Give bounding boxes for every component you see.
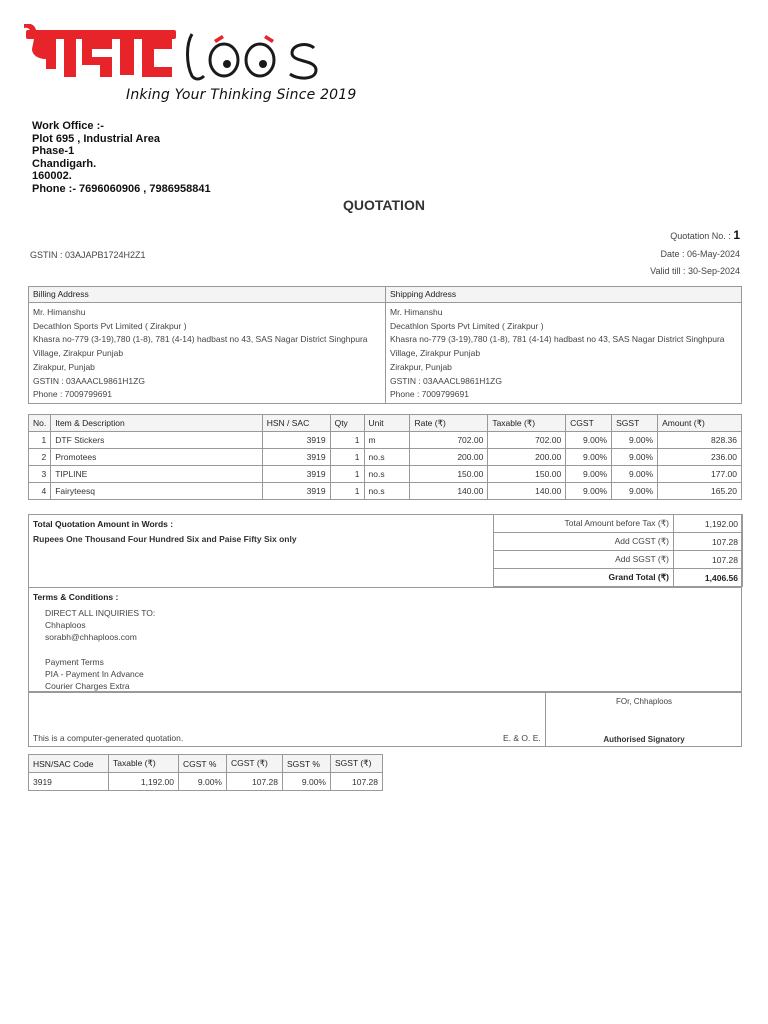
table-row <box>29 432 742 449</box>
shipping-line: Village, Zirakpur Punjab <box>390 348 481 359</box>
table-row <box>29 483 742 500</box>
office-line: Phase-1 <box>32 145 75 157</box>
amount-in-words: Rupees One Thousand Four Hundred Six and Paise Fifty Six only <box>33 534 297 544</box>
shipping-line: GSTIN : 03AAACL9861H1ZG <box>390 375 502 386</box>
col-header: SGST <box>612 415 658 432</box>
cell: 1 <box>29 432 51 449</box>
col-header: Amount (₹) <box>658 415 742 432</box>
cell: 177.00 <box>658 466 742 483</box>
office-line: Chandigarh. <box>32 157 97 170</box>
col-header: CGST (₹) <box>227 755 283 773</box>
total-before-tax-row <box>494 515 743 533</box>
cell: 9.00% <box>179 773 227 791</box>
grand-total-row <box>494 569 743 587</box>
terms-title: Terms & Conditions : <box>33 592 119 602</box>
cell: 2 <box>29 449 51 466</box>
signature-section <box>28 692 742 747</box>
col-header: Unit <box>364 415 410 432</box>
office-line: Work Office :- <box>32 120 104 132</box>
quotation-date: Date : 06-May-2024 <box>660 249 740 259</box>
cell: 3919 <box>262 483 330 500</box>
billing-line: Khasra no-779 (3-19),780 (1-8), 781 (4-14) hadbast no 43, SAS Nagar District Singhpura <box>33 334 368 345</box>
cell: 1 <box>330 466 364 483</box>
cell: 3 <box>29 466 51 483</box>
terms-section <box>28 587 742 692</box>
col-header: Taxable (₹) <box>109 755 179 773</box>
logo-latin-mark <box>188 34 317 79</box>
cell: 828.36 <box>658 432 742 449</box>
col-header: Taxable (₹) <box>488 415 566 432</box>
cell: 150.00 <box>488 466 566 483</box>
cell: 1 <box>330 449 364 466</box>
office-line: Plot 695 , Industrial Area <box>32 132 160 145</box>
items-header-row <box>29 415 742 432</box>
items-table <box>28 414 742 500</box>
cell: 9.00% <box>566 432 612 449</box>
tax-summary-table <box>28 754 383 791</box>
billing-heading: Billing Address <box>29 287 385 303</box>
terms-line: PIA - Payment In Advance <box>45 668 144 679</box>
shipping-address <box>386 287 741 403</box>
cell: 200.00 <box>410 449 488 466</box>
total-value: 1,406.56 <box>674 569 743 587</box>
cell: 3919 <box>29 773 109 791</box>
sgst-row <box>494 551 743 569</box>
cell: 9.00% <box>612 466 658 483</box>
total-label: Total Amount before Tax (₹) <box>494 515 674 533</box>
cell: 200.00 <box>488 449 566 466</box>
total-value: 107.28 <box>674 533 743 551</box>
shipping-line: Zirakpur, Punjab <box>390 361 452 372</box>
cell: 107.28 <box>331 773 383 791</box>
seller-gstin: GSTIN : 03AJAPB1724H2Z1 <box>30 250 146 260</box>
col-header: CGST % <box>179 755 227 773</box>
billing-line: GSTIN : 03AAACL9861H1ZG <box>33 375 145 386</box>
cell: no.s <box>364 466 410 483</box>
table-row <box>29 449 742 466</box>
authorised-signatory: Authorised Signatory <box>603 735 685 744</box>
shipping-heading: Shipping Address <box>386 287 741 303</box>
total-label: Add SGST (₹) <box>494 551 674 569</box>
cell: 702.00 <box>488 432 566 449</box>
cell: Promotees <box>51 449 262 466</box>
col-header: Rate (₹) <box>410 415 488 432</box>
cell: no.s <box>364 449 410 466</box>
terms-line: DIRECT ALL INQUIRIES TO: <box>45 608 156 618</box>
col-header: HSN/SAC Code <box>29 755 109 773</box>
col-header: SGST (₹) <box>331 755 383 773</box>
billing-line: Mr. Himanshu <box>33 307 86 317</box>
cell: 3919 <box>262 466 330 483</box>
col-header: SGST % <box>283 755 331 773</box>
terms-line: Chhaploos <box>45 620 86 631</box>
cell: 9.00% <box>612 432 658 449</box>
cell: TIPLINE <box>51 466 262 483</box>
billing-address <box>29 287 386 403</box>
billing-line: Village, Zirakpur Punjab <box>33 348 124 359</box>
terms-spacer <box>45 644 155 656</box>
office-line: 160002. <box>32 170 72 182</box>
cell: Fairyteesq <box>51 483 262 500</box>
valid-till: Valid till : 30-Sep-2024 <box>650 266 740 276</box>
billing-line: Phone : 7009799691 <box>33 389 112 400</box>
document-title: QUOTATION <box>343 197 425 213</box>
eoe-label: E. & O. E. <box>503 733 541 743</box>
amount-in-words-label: Total Quotation Amount in Words : <box>33 519 174 529</box>
cell: 140.00 <box>488 483 566 500</box>
cell: 1,192.00 <box>109 773 179 791</box>
cell: 140.00 <box>410 483 488 500</box>
table-row <box>29 466 742 483</box>
col-header: Item & Description <box>51 415 262 432</box>
cell: 9.00% <box>283 773 331 791</box>
cell: 9.00% <box>612 449 658 466</box>
col-header: No. <box>29 415 51 432</box>
terms-line: Payment Terms <box>45 656 104 667</box>
office-address <box>32 120 211 195</box>
cell: 236.00 <box>658 449 742 466</box>
logo-hindi-mark <box>24 24 176 77</box>
shipping-line: Khasra no-779 (3-19),780 (1-8), 781 (4-14) hadbast no 43, SAS Nagar District Singhpura <box>390 334 725 345</box>
terms-line: Courier Charges Extra <box>45 681 130 692</box>
computer-generated-note: This is a computer-generated quotation. <box>33 733 184 743</box>
total-label: Grand Total (₹) <box>494 569 674 587</box>
cell: 9.00% <box>566 449 612 466</box>
terms-email: sorabh@chhaploos.com <box>45 632 137 643</box>
cell: DTF Stickers <box>51 432 262 449</box>
billing-line: Zirakpur, Punjab <box>33 361 95 372</box>
cell: m <box>364 432 410 449</box>
cell: 9.00% <box>566 466 612 483</box>
cell: 1 <box>330 432 364 449</box>
cell: 107.28 <box>227 773 283 791</box>
totals-section <box>28 514 742 588</box>
col-header: Qty <box>330 415 364 432</box>
col-header: CGST <box>566 415 612 432</box>
for-company-label: FOr, Chhaploos <box>615 697 673 706</box>
tax-header-row <box>29 755 383 773</box>
total-value: 107.28 <box>674 551 743 569</box>
table-row <box>29 773 383 791</box>
col-header: HSN / SAC <box>262 415 330 432</box>
total-value: 1,192.00 <box>674 515 743 533</box>
cell: 1 <box>330 483 364 500</box>
cell: 702.00 <box>410 432 488 449</box>
total-label: Add CGST (₹) <box>494 533 674 551</box>
cell: 9.00% <box>566 483 612 500</box>
cgst-row <box>494 533 743 551</box>
cell: 150.00 <box>410 466 488 483</box>
office-line: Phone :- 7696060906 , 7986958841 <box>32 182 211 195</box>
shipping-line: Phone : 7009799691 <box>390 389 469 400</box>
cell: no.s <box>364 483 410 500</box>
tagline: Inking Your Thinking Since 2019 <box>126 87 357 103</box>
cell: 4 <box>29 483 51 500</box>
shipping-line: Decathlon Sports Pvt Limited ( Zirakpur ) <box>390 320 544 331</box>
logo-graphic <box>24 24 334 94</box>
cell: 3919 <box>262 432 330 449</box>
cell: 165.20 <box>658 483 742 500</box>
cell: 9.00% <box>612 483 658 500</box>
address-box <box>28 286 742 404</box>
quotation-number: Quotation No. : 1 <box>670 228 740 242</box>
totals-table <box>493 514 743 587</box>
shipping-line: Mr. Himanshu <box>390 307 443 317</box>
cell: 3919 <box>262 449 330 466</box>
billing-line: Decathlon Sports Pvt Limited ( Zirakpur ) <box>33 320 187 331</box>
signature-block <box>545 693 742 746</box>
